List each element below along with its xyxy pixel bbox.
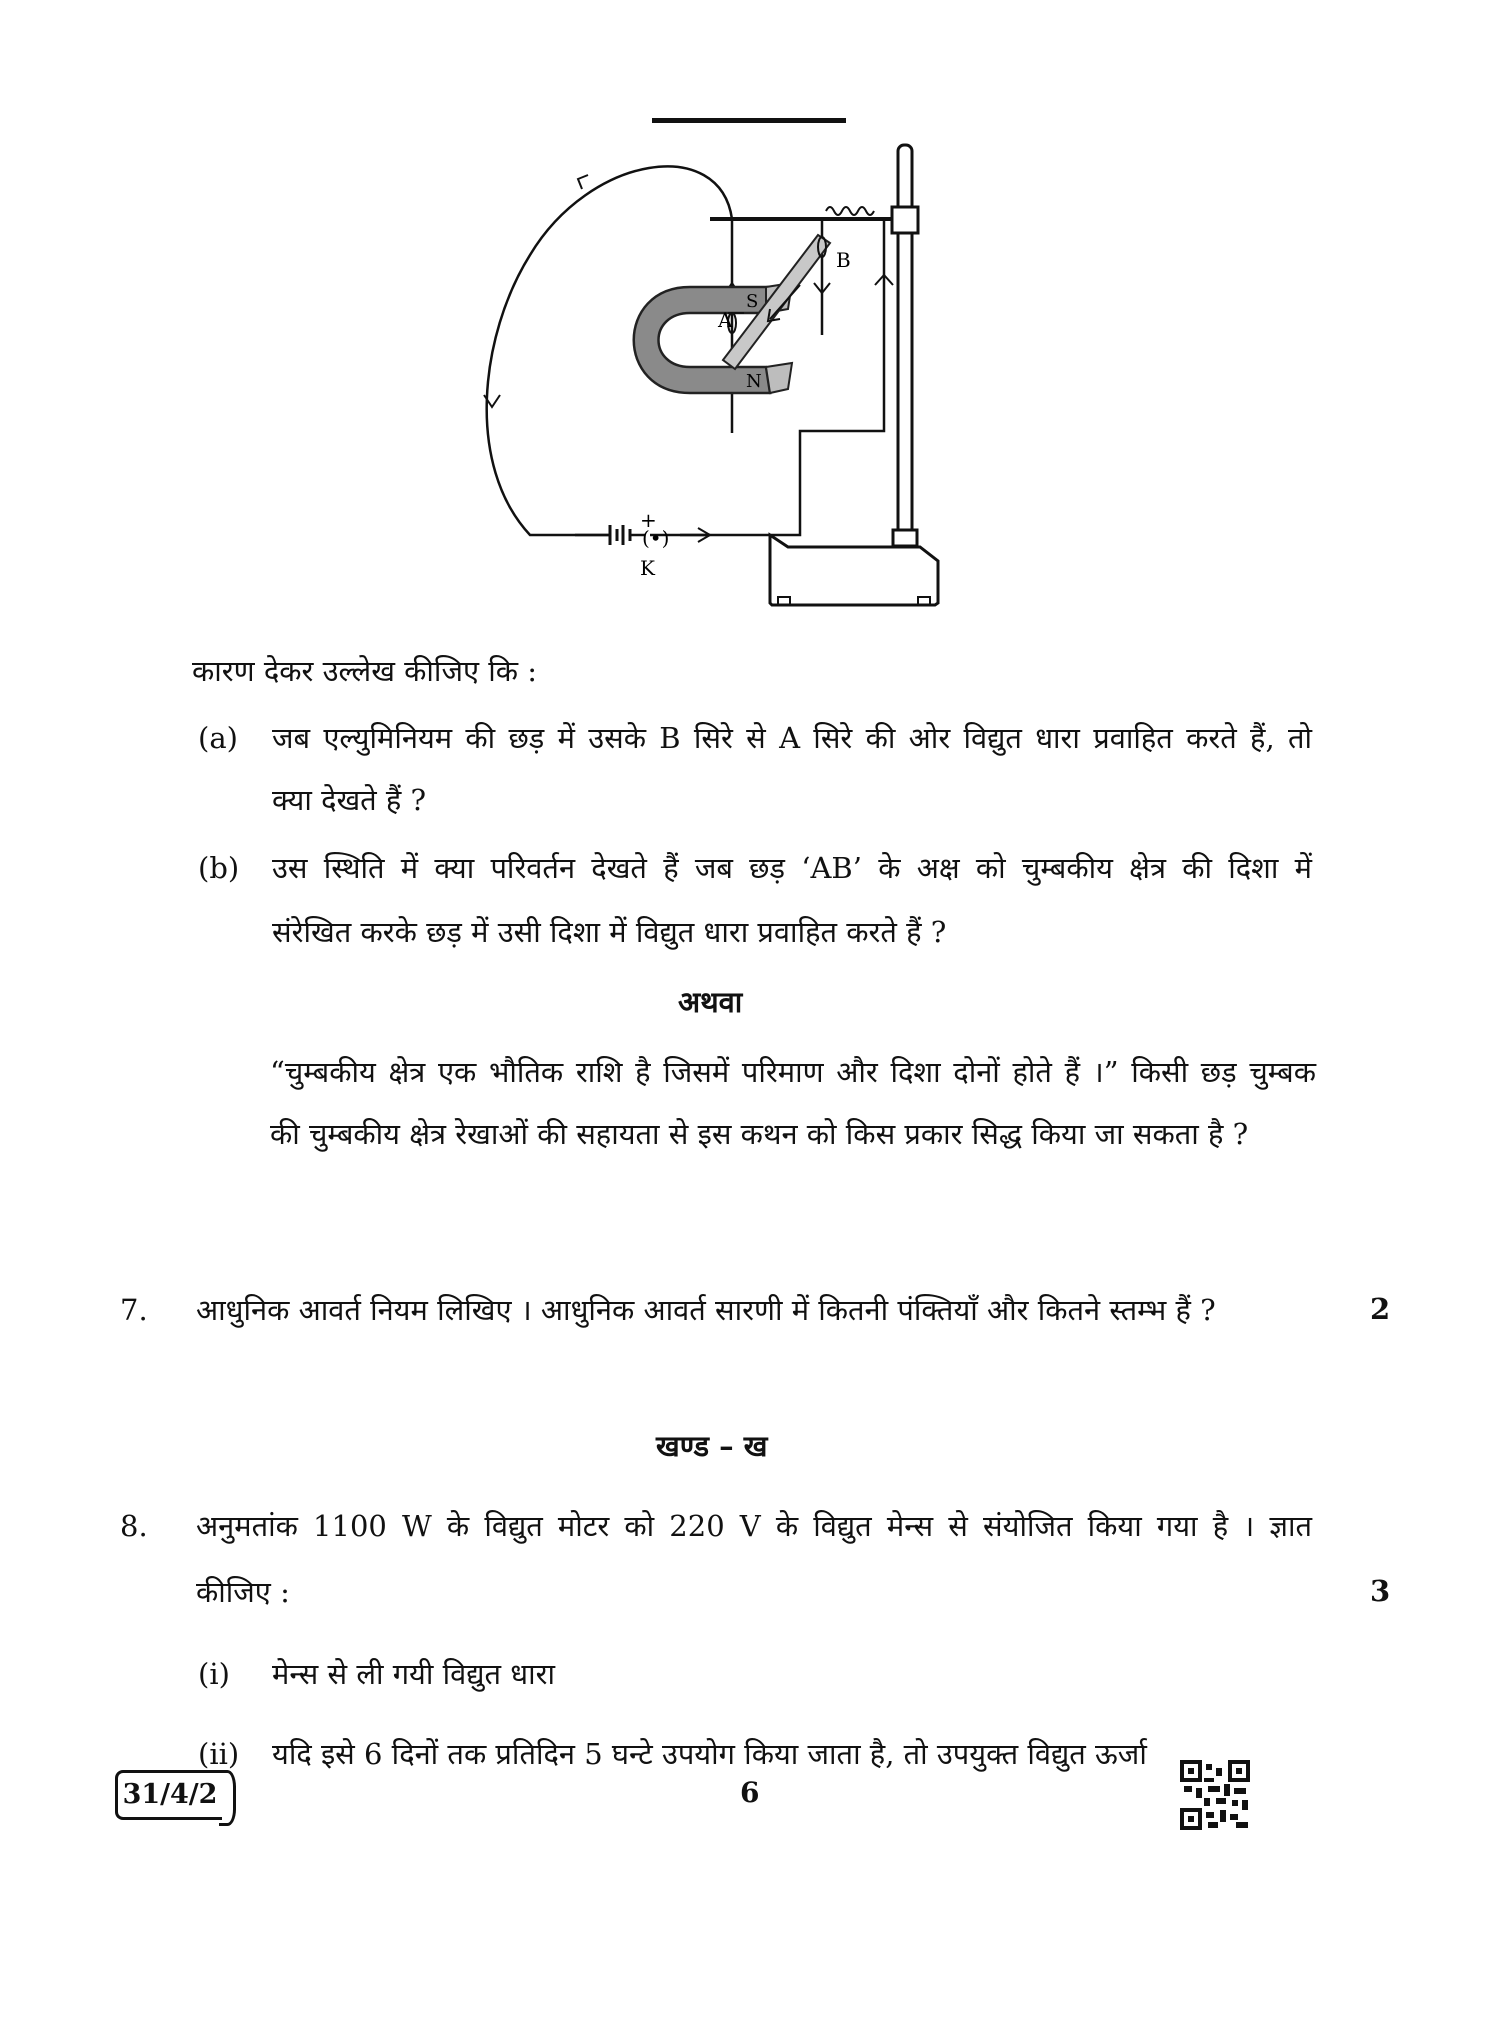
q8-marks: 3 [1370,1574,1391,1608]
q6-intro: कारण देकर उल्लेख कीजिए कि : [192,654,537,688]
q6-a-line1: जब एल्युमिनियम की छड़ में उसके B सिरे से A सिरे की ओर विद्युत धारा प्रवाहित करते हैं, तो [272,721,1312,755]
q8-line2: कीजिए : [196,1575,290,1609]
q8-i-text: मेन्स से ली गयी विद्युत धारा [272,1657,555,1691]
q6-b-line2: संरेखित करके छड़ में उसी दिशा में विद्युत धारा प्रवाहित करते हैं ? [272,915,947,949]
q7-text: आधुनिक आवर्त नियम लिखिए । आधुनिक आवर्त सारणी में कितनी पंक्तियाँ और कितने स्तम्भ हैं ? [196,1293,1216,1327]
rod-end-b-label: B [836,248,851,272]
magnet-s-label: S [746,291,759,312]
paper-code-badge: 31/4/2 [115,1770,222,1820]
q6-a-label: (a) [198,721,238,755]
key-label: K [640,556,655,580]
q6-or-line1: “चुम्बकीय क्षेत्र एक भौतिक राशि है जिसमें परिमाण और दिशा दोनों होते हैं ।” किसी छड़ चुम्बक [270,1055,1316,1089]
rod-end-a-label: A [718,308,733,332]
q8-i-label: (i) [198,1657,230,1691]
q8-number: 8. [120,1509,148,1543]
q6-b-line1: उस स्थिति में क्या परिवर्तन देखते हैं जब छड़ ‘AB’ के अक्ष को चुम्बकीय क्षेत्र की दिशा में [272,851,1312,885]
qr-code-icon [1180,1760,1250,1830]
motor-experiment-diagram [470,135,970,615]
top-rule [652,118,846,123]
section-heading: खण्ड – ख [656,1429,768,1463]
magnet-n-label: N [746,371,762,392]
key-symbol: (•) [642,526,670,550]
page-number: 6 [740,1776,760,1809]
q8-line1: अनुमतांक 1100 W के विद्युत मोटर को 220 V के विद्युत मेन्स से संयोजित किया गया है । ज्ञात [196,1509,1312,1543]
q7-number: 7. [120,1293,148,1327]
q7-marks: 2 [1370,1292,1391,1326]
or-heading: अथवा [678,985,743,1019]
battery-plus-label: + [640,508,657,532]
q6-a-line2: क्या देखते हैं ? [272,783,427,817]
q8-ii-text: यदि इसे 6 दिनों तक प्रतिदिन 5 घन्टे उपयोग किया जाता है, तो उपयुक्त विद्युत ऊर्जा [272,1737,1147,1771]
q6-b-label: (b) [198,851,240,885]
q6-or-line2: की चुम्बकीय क्षेत्र रेखाओं की सहायता से इस कथन को किस प्रकार सिद्ध किया जा सकता है ? [270,1117,1249,1151]
q8-ii-label: (ii) [198,1737,240,1771]
